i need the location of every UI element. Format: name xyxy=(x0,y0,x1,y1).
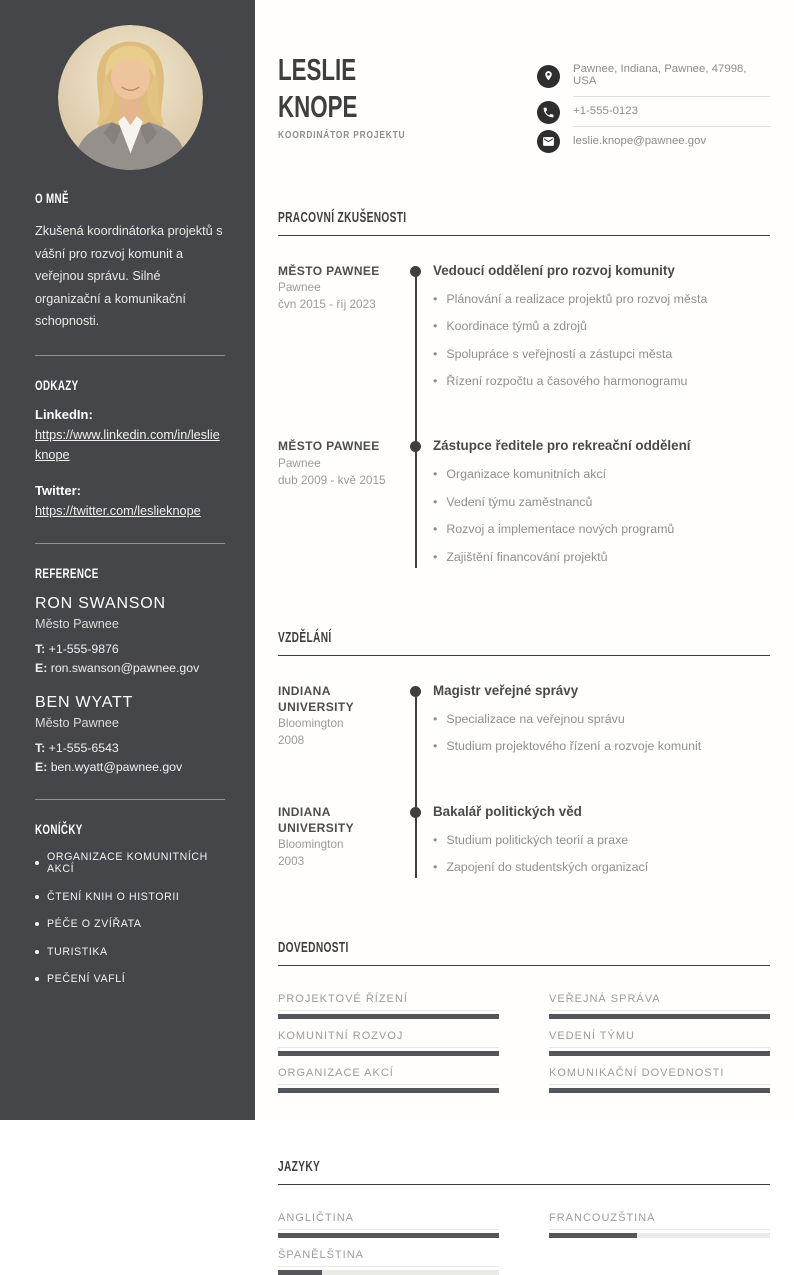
experience-entry xyxy=(278,263,770,400)
about-section xyxy=(35,190,225,333)
references-section xyxy=(35,565,225,777)
link-item-twitter xyxy=(35,483,225,521)
skills-section xyxy=(278,940,770,1093)
skill-item xyxy=(278,1030,499,1056)
skill-item xyxy=(549,1030,770,1056)
degree-bullets xyxy=(433,832,770,877)
skill-item xyxy=(549,1067,770,1093)
linkedin-label: LinkedIn: xyxy=(35,407,93,423)
skill-item xyxy=(278,993,499,1019)
skill-label: KOMUNITNÍ ROZVOJ xyxy=(278,1030,499,1048)
experience-heading xyxy=(278,210,770,236)
sidebar-divider xyxy=(35,355,225,356)
sidebar-divider xyxy=(35,543,225,544)
reference-email xyxy=(35,758,225,777)
skill-bar xyxy=(278,1051,499,1056)
skill-bar-fill xyxy=(278,1051,499,1056)
linkedin-link[interactable]: https://www.linkedin.com/in/leslieknope xyxy=(35,428,220,463)
education-heading xyxy=(278,630,770,656)
language-bar-fill xyxy=(278,1233,499,1238)
hobby-item: ORGANIZACE KOMUNITNÍCH AKCÍ xyxy=(35,851,225,875)
job-title: Vedoucí oddělení pro rozvoj komunity xyxy=(433,263,675,278)
hobbies-heading-text: KONÍČKY xyxy=(35,821,83,838)
hobbies-section xyxy=(35,821,225,985)
languages-heading xyxy=(278,1159,770,1185)
email-value: ben.wyatt@pawnee.gov xyxy=(50,760,183,775)
skill-bar-fill xyxy=(549,1014,770,1019)
company-location: Pawnee xyxy=(278,280,321,295)
contact-row-location xyxy=(537,55,770,97)
reference-org: Město Pawnee xyxy=(35,716,119,731)
bullet-item: • Vedení týmu zaměstnanců xyxy=(433,494,770,511)
school-name: INDIANA UNIVERSITY xyxy=(278,804,355,835)
language-bar-fill xyxy=(278,1270,322,1275)
skill-bar-fill xyxy=(278,1014,499,1019)
bullet-item: • Řízení rozpočtu a časového harmonogramu xyxy=(433,373,770,390)
language-item xyxy=(278,1212,499,1238)
about-heading-text: O MNĚ xyxy=(35,190,69,206)
first-name: LESLIE xyxy=(278,52,357,87)
language-label: FRANCOUZŠTINA xyxy=(549,1212,770,1230)
degree-title: Bakalář politických věd xyxy=(433,803,582,819)
reference-item xyxy=(35,595,225,678)
hobby-item: TURISTIKA xyxy=(35,946,225,958)
bullet-item: • Zajištění financování projektů xyxy=(433,549,770,566)
email-label: E: xyxy=(35,760,48,775)
hobbies-heading xyxy=(35,821,225,837)
skill-label: KOMUNIKAČNÍ DOVEDNOSTI xyxy=(549,1067,770,1085)
job-role xyxy=(278,129,437,141)
language-label: ŠPANĚLŠTINA xyxy=(278,1249,499,1267)
phone-icon xyxy=(537,101,560,124)
twitter-link[interactable]: https://twitter.com/leslieknope xyxy=(35,503,201,518)
entry-meta xyxy=(278,263,400,400)
references-heading-text: REFERENCE xyxy=(35,564,99,581)
links-heading-text: ODKAZY xyxy=(35,377,79,394)
experience-section xyxy=(278,210,770,576)
skill-bar-fill xyxy=(549,1088,770,1093)
phone-value: +1-555-9876 xyxy=(48,641,119,656)
education-entry xyxy=(278,804,770,887)
graduation-year: 2008 xyxy=(278,733,305,748)
references-heading xyxy=(35,565,225,581)
entry-detail xyxy=(400,438,770,575)
bullet-item: • Studium projektového řízení a rozvoje komunit xyxy=(433,738,770,755)
entry-meta xyxy=(278,683,400,766)
phone-text: +1-555-0123 xyxy=(573,97,770,127)
skill-bar xyxy=(278,1014,499,1019)
job-title: Zástupce ředitele pro rekreační oddělení xyxy=(433,438,691,454)
links-section xyxy=(35,377,225,521)
language-bar-fill xyxy=(549,1233,637,1238)
skill-bar-fill xyxy=(549,1051,770,1056)
email-icon xyxy=(537,130,560,153)
entry-detail xyxy=(400,804,770,887)
language-item xyxy=(549,1212,770,1238)
employment-dates: čvn 2015 - říj 2023 xyxy=(278,297,376,312)
email-value: ron.swanson@pawnee.gov xyxy=(50,661,200,676)
hobby-item: PEČENÍ VAFLÍ xyxy=(35,973,225,985)
about-text: Zkušená koordinátorka projektů s vášní pro rozvoj komunit a veřejnou správu. Silné organizační a komunikační schopnosti. xyxy=(35,224,223,329)
job-bullets xyxy=(433,291,770,390)
reference-name: RON SWANSON xyxy=(35,594,166,612)
language-bar xyxy=(278,1270,499,1275)
bullet-item: • Plánování a realizace projektů pro rozvoj města xyxy=(433,291,770,308)
language-label: ANGLIČTINA xyxy=(278,1212,499,1230)
skill-label: PROJEKTOVÉ ŘÍZENÍ xyxy=(278,993,499,1011)
reference-item xyxy=(35,694,225,777)
phone-label: T: xyxy=(35,741,46,756)
employment-dates: dub 2009 - kvě 2015 xyxy=(278,472,386,487)
reference-name: BEN WYATT xyxy=(35,694,134,712)
reference-email xyxy=(35,659,225,678)
contact-list xyxy=(537,55,770,156)
location-icon xyxy=(537,65,560,88)
skills-heading-text: DOVEDNOSTI xyxy=(278,940,349,957)
main-content xyxy=(255,0,794,1262)
skill-bar-fill xyxy=(278,1088,499,1093)
email-text: leslie.knope@pawnee.gov xyxy=(573,135,707,147)
hobby-item: PÉČE O ZVÍŘATA xyxy=(35,918,225,930)
bullet-item: • Organizace komunitních akcí xyxy=(433,466,770,483)
skill-label: ORGANIZACE AKCÍ xyxy=(278,1067,499,1085)
skill-bar xyxy=(278,1088,499,1093)
email-label: E: xyxy=(35,661,48,676)
school-location: Bloomington xyxy=(278,836,344,851)
skills-grid xyxy=(278,993,770,1093)
company-name: MĚSTO PAWNEE xyxy=(278,439,380,454)
skill-bar xyxy=(549,1088,770,1093)
bullet-item: • Studium politických teorií a praxe xyxy=(433,832,770,849)
experience-entry xyxy=(278,438,770,575)
school-location: Bloomington xyxy=(278,716,344,731)
avatar xyxy=(58,25,203,170)
school-name: INDIANA UNIVERSITY xyxy=(278,683,355,715)
sidebar xyxy=(0,0,255,1120)
entry-detail xyxy=(400,683,770,766)
last-name: KNOPE xyxy=(278,88,358,124)
bullet-item: • Zapojení do studentských organizací xyxy=(433,859,770,876)
bullet-item: • Koordinace týmů a zdrojů xyxy=(433,318,770,335)
entry-detail xyxy=(400,263,770,400)
languages-section xyxy=(278,1159,770,1275)
degree-title: Magistr veřejné správy xyxy=(433,682,579,698)
skills-heading xyxy=(278,940,770,966)
phone-value: +1-555-6543 xyxy=(48,741,119,756)
education-timeline xyxy=(278,683,770,886)
languages-heading-text: JAZYKY xyxy=(278,1159,321,1176)
profile-photo-illustration xyxy=(58,25,203,170)
language-item xyxy=(278,1249,499,1275)
hobby-list xyxy=(35,851,225,985)
bullet-item: • Rozvoj a implementace nových programů xyxy=(433,521,770,538)
bullet-item: • Spolupráce s veřejností a zástupci města xyxy=(433,346,770,363)
job-role-text: KOORDINÁTOR PROJEKTU xyxy=(278,129,406,142)
language-bar xyxy=(278,1233,499,1238)
person-name xyxy=(278,52,437,125)
experience-heading-text: PRACOVNÍ ZKUŠENOSTI xyxy=(278,210,407,226)
experience-timeline xyxy=(278,263,770,576)
languages-grid xyxy=(278,1212,770,1275)
reference-org: Město Pawnee xyxy=(35,616,119,631)
company-name: MĚSTO PAWNEE xyxy=(278,264,380,278)
entry-meta xyxy=(278,438,400,575)
reference-phone xyxy=(35,739,225,758)
language-bar xyxy=(549,1233,770,1238)
skill-item xyxy=(549,993,770,1019)
education-entry xyxy=(278,683,770,766)
skill-label: VEŘEJNÁ SPRÁVA xyxy=(549,993,770,1011)
reference-phone xyxy=(35,640,225,659)
degree-bullets xyxy=(433,711,770,756)
skill-label: VEDENÍ TÝMU xyxy=(549,1030,770,1048)
job-bullets xyxy=(433,466,770,565)
hobby-item: ČTENÍ KNIH O HISTORII xyxy=(35,891,225,903)
twitter-label: Twitter: xyxy=(35,482,81,498)
bullet-item: • Specializace na veřejnou správu xyxy=(433,711,770,728)
skill-item xyxy=(278,1067,499,1093)
sidebar-divider xyxy=(35,799,225,800)
contact-row-email xyxy=(537,127,770,156)
entry-meta xyxy=(278,804,400,887)
education-heading-text: VZDĚLÁNÍ xyxy=(278,629,332,646)
skill-bar xyxy=(549,1051,770,1056)
location-text: Pawnee, Indiana, Pawnee, 47998, USA xyxy=(573,55,770,97)
skill-bar xyxy=(549,1014,770,1019)
phone-label: T: xyxy=(35,641,46,656)
name-block xyxy=(278,52,437,141)
resume-header xyxy=(278,52,770,156)
company-location: Pawnee xyxy=(278,455,321,470)
graduation-year: 2003 xyxy=(278,854,305,869)
education-section xyxy=(278,630,770,886)
links-heading xyxy=(35,377,225,393)
about-heading xyxy=(35,190,225,206)
contact-row-phone xyxy=(537,97,770,127)
link-item-linkedin xyxy=(35,407,225,466)
